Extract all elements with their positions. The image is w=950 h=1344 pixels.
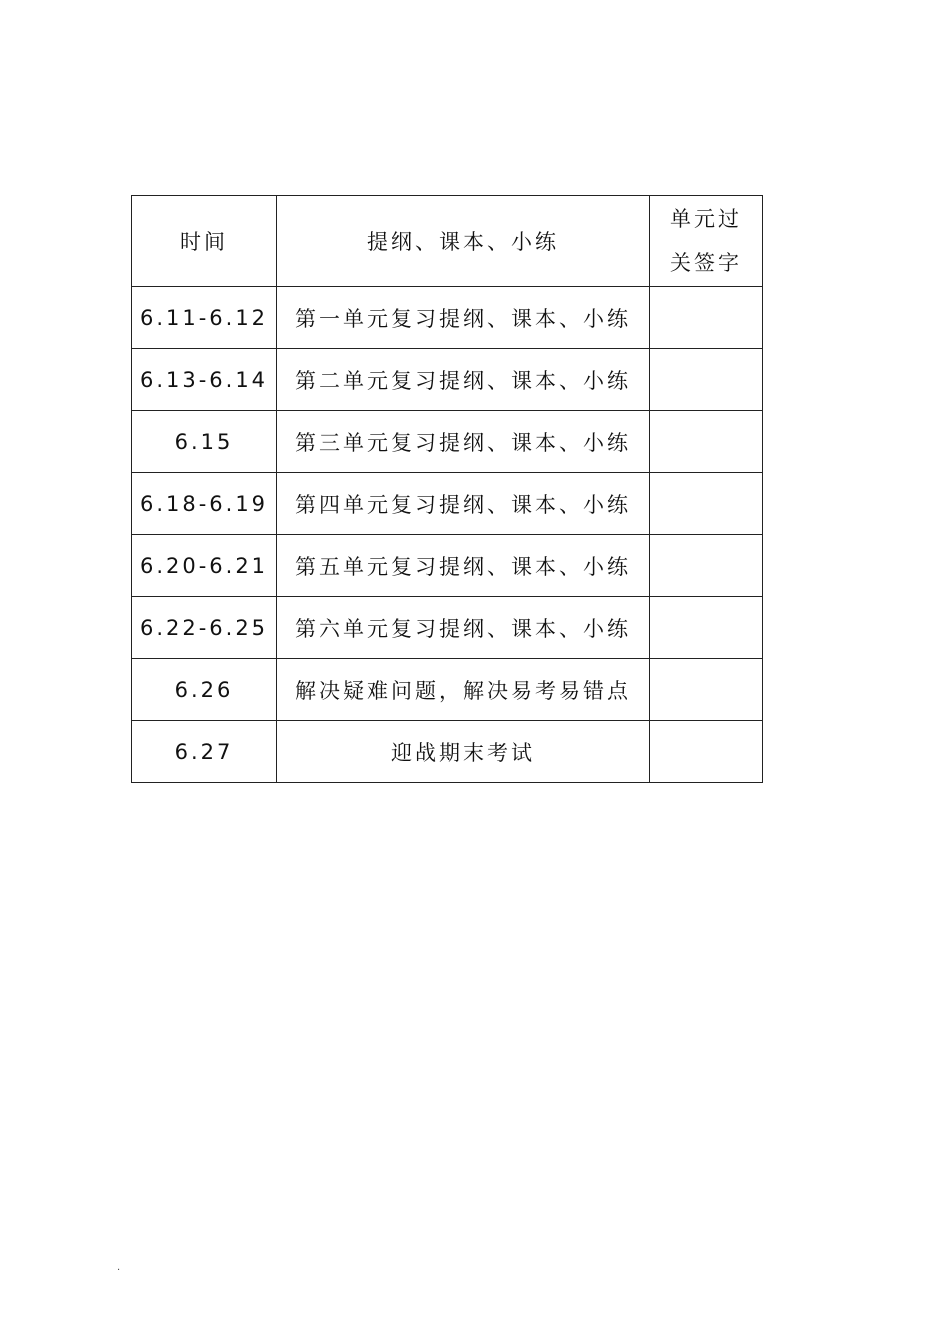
header-time: 时间 [132, 196, 277, 287]
footer-mark: . [117, 1262, 121, 1273]
table-row [132, 721, 763, 783]
table-row [132, 535, 763, 597]
row-time: 6.26 [132, 659, 277, 721]
row-sign-cell [650, 473, 763, 535]
table-row [132, 473, 763, 535]
row-time: 6.11-6.12 [132, 287, 277, 349]
row-sign-cell [650, 659, 763, 721]
row-sign-cell [650, 411, 763, 473]
row-content: 第一单元复习提纲、课本、小练 [277, 287, 650, 349]
row-time: 6.20-6.21 [132, 535, 277, 597]
table-row [132, 349, 763, 411]
header-row [132, 196, 763, 287]
row-time: 6.18-6.19 [132, 473, 277, 535]
row-content: 第二单元复习提纲、课本、小练 [277, 349, 650, 411]
header-sign-line1: 单元过 [670, 207, 742, 231]
row-sign-cell [650, 287, 763, 349]
table-row [132, 659, 763, 721]
row-content: 第六单元复习提纲、课本、小练 [277, 597, 650, 659]
table-row [132, 597, 763, 659]
row-sign-cell [650, 721, 763, 783]
row-content: 第五单元复习提纲、课本、小练 [277, 535, 650, 597]
row-time: 6.22-6.25 [132, 597, 277, 659]
row-sign-cell [650, 349, 763, 411]
review-schedule-table [131, 195, 763, 783]
row-content: 第四单元复习提纲、课本、小练 [277, 473, 650, 535]
row-sign-cell [650, 535, 763, 597]
header-sign [650, 196, 763, 287]
table-row [132, 287, 763, 349]
table-row [132, 411, 763, 473]
row-content: 第三单元复习提纲、课本、小练 [277, 411, 650, 473]
header-content: 提纲、课本、小练 [277, 196, 650, 287]
header-sign-line2: 关签字 [670, 251, 742, 275]
row-time: 6.15 [132, 411, 277, 473]
row-time: 6.27 [132, 721, 277, 783]
row-content: 迎战期末考试 [277, 721, 650, 783]
row-content: 解决疑难问题，解决易考易错点 [277, 659, 650, 721]
row-time: 6.13-6.14 [132, 349, 277, 411]
row-sign-cell [650, 597, 763, 659]
